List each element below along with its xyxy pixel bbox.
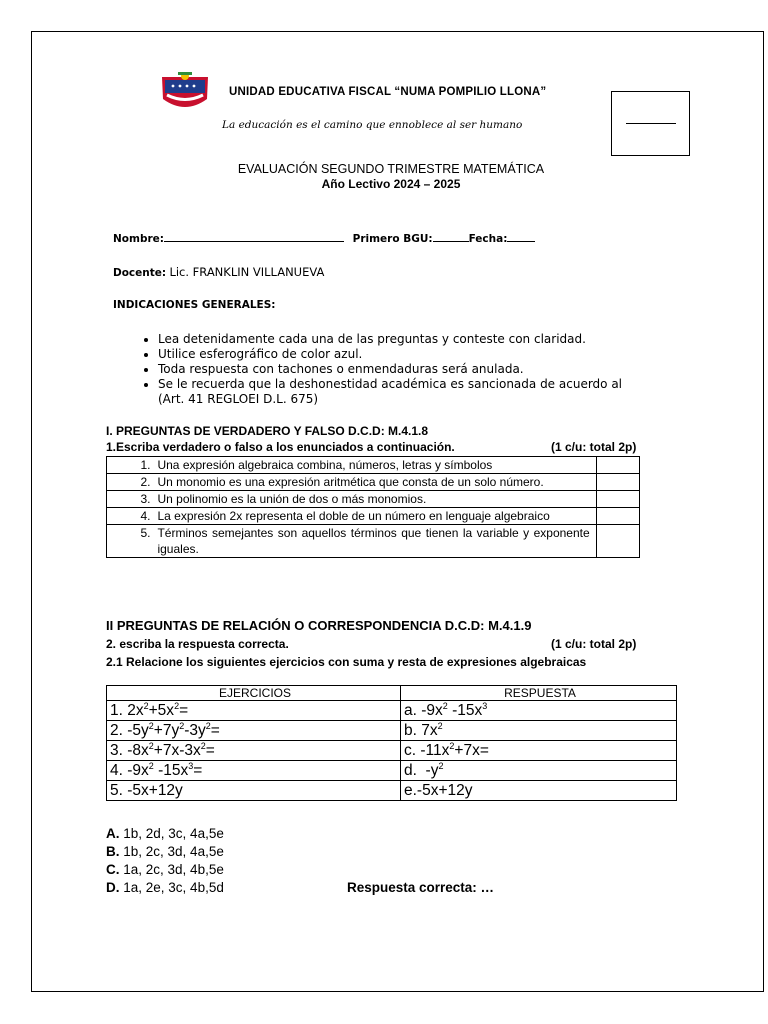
school-motto: La educación es el camino que ennoblece al ser humano	[222, 119, 523, 131]
answer-e: e.-5x+12y	[401, 781, 677, 801]
exercise-1: 1. $2x^2+5x^2=$	[107, 701, 401, 721]
teacher-line	[113, 265, 324, 279]
date-field[interactable]	[507, 230, 535, 242]
instructions-heading: INDICACIONES GENERALES:	[113, 299, 276, 311]
table-row	[107, 525, 640, 558]
table-row	[107, 491, 640, 508]
statement-text: Un polinomio es la unión de dos o más monomios.	[157, 491, 596, 508]
section1-title: I. PREGUNTAS DE VERDADERO Y FALSO D.C.D: M.4.1.8	[106, 424, 429, 438]
table-row	[107, 474, 640, 491]
answer-d: d. $-y^2$	[401, 761, 677, 781]
answer-c: c. $-11x^2+7x=$	[401, 741, 677, 761]
option-c[interactable]: C. 1a, 2c, 3d, 4b,5e	[106, 862, 224, 877]
name-label: Nombre:	[113, 233, 164, 245]
column-header-answer: RESPUESTA	[401, 686, 677, 701]
teacher-name: Lic. FRANKLIN VILLANUEVA	[169, 265, 325, 279]
table-row	[107, 781, 677, 801]
row-number: 5.	[107, 525, 158, 558]
row-number: 2.	[107, 474, 158, 491]
option-b[interactable]: B. 1b, 2c, 3d, 4a,5e	[106, 844, 224, 859]
school-year: Año Lectivo 2024 – 2025	[321, 177, 461, 191]
exam-title: EVALUACIÓN SEGUNDO TRIMESTRE MATEMÁTICA	[237, 162, 545, 176]
section2-sub-instruction: 2.1 Relacione los siguientes ejercicios con suma y resta de expresiones algebraicas	[106, 655, 587, 669]
statement-text: Un monomio es una expresión aritmética que consta de un solo número.	[157, 474, 596, 491]
course-label: Primero BGU:	[352, 233, 433, 245]
instruction-item: • Utilice esferográfico de color azul.	[158, 347, 622, 362]
section1-instruction: 1.Escriba verdadero o falso a los enunciados a continuación.	[106, 440, 455, 454]
grade-box	[611, 91, 690, 156]
instructions-list	[130, 332, 622, 407]
instruction-item-continuation: (Art. 41 REGLOEI D.L. 675)	[158, 392, 319, 406]
answer-cell[interactable]	[596, 508, 639, 525]
table-row	[107, 741, 677, 761]
course-field[interactable]	[433, 230, 469, 242]
option-d[interactable]: D. 1a, 2e, 3c, 4b,5d	[106, 880, 224, 895]
student-info-line	[113, 230, 535, 245]
exercise-2: 2. $-5y^2+7y^2-3y^2=$	[107, 721, 401, 741]
answer-cell[interactable]	[596, 457, 639, 474]
row-number: 3.	[107, 491, 158, 508]
teacher-label: Docente:	[113, 267, 167, 279]
statement-text: Una expresión algebraica combina, números, letras y símbolos	[157, 457, 596, 474]
school-crest-icon	[158, 71, 212, 113]
statement-text: Términos semejantes son aquellos términos que tienen la variable y exponente iguales.	[157, 525, 596, 558]
answer-cell[interactable]	[596, 525, 639, 558]
school-name: UNIDAD EDUCATIVA FISCAL “NUMA POMPILIO LLONA”	[229, 86, 547, 98]
section1-points: (1 c/u: total 2p)	[551, 440, 637, 454]
date-label: Fecha:	[468, 233, 508, 245]
exercise-4: 4. $-9x^2$ $-15x^3=$	[107, 761, 401, 781]
matching-table	[106, 685, 677, 801]
row-number: 1.	[107, 457, 158, 474]
answer-cell[interactable]	[596, 474, 639, 491]
exercise-3: 3. $-8x^2+7x-3x^2=$	[107, 741, 401, 761]
table-row	[107, 721, 677, 741]
instruction-item: • Toda respuesta con tachones o enmendaduras será anulada.	[158, 362, 622, 377]
table-row	[107, 457, 640, 474]
section2-points: (1 c/u: total 2p)	[551, 637, 637, 651]
table-row	[107, 508, 640, 525]
instruction-item: • Se le recuerda que la deshonestidad académica es sancionada de acuerdo al	[158, 377, 622, 392]
answer-label: Respuesta correcta: …	[347, 880, 495, 895]
option-a[interactable]: A. 1b, 2d, 3c, 4a,5e	[106, 826, 224, 841]
name-field[interactable]	[164, 230, 344, 242]
grade-line	[626, 123, 676, 124]
exercise-5: 5. -5x+12y	[107, 781, 401, 801]
row-number: 4.	[107, 508, 158, 525]
section2-title: II PREGUNTAS DE RELACIÓN O CORRESPONDENCIA D.C.D: M.4.1.9	[106, 618, 532, 633]
column-header-exercises: EJERCICIOS	[107, 686, 401, 701]
answer-a: a. $-9x^2$ $-15x^3$	[401, 701, 677, 721]
true-false-table	[106, 456, 640, 558]
table-row	[107, 761, 677, 781]
section2-instruction: 2. escriba la respuesta correcta.	[106, 637, 289, 651]
answer-cell[interactable]	[596, 491, 639, 508]
answer-b: b. $7x^2$	[401, 721, 677, 741]
table-header-row	[107, 686, 677, 701]
instruction-item: • Lea detenidamente cada una de las preguntas y conteste con claridad.	[158, 332, 622, 347]
table-row	[107, 701, 677, 721]
statement-text: La expresión 2x representa el doble de un número en lenguaje algebraico	[157, 508, 596, 525]
